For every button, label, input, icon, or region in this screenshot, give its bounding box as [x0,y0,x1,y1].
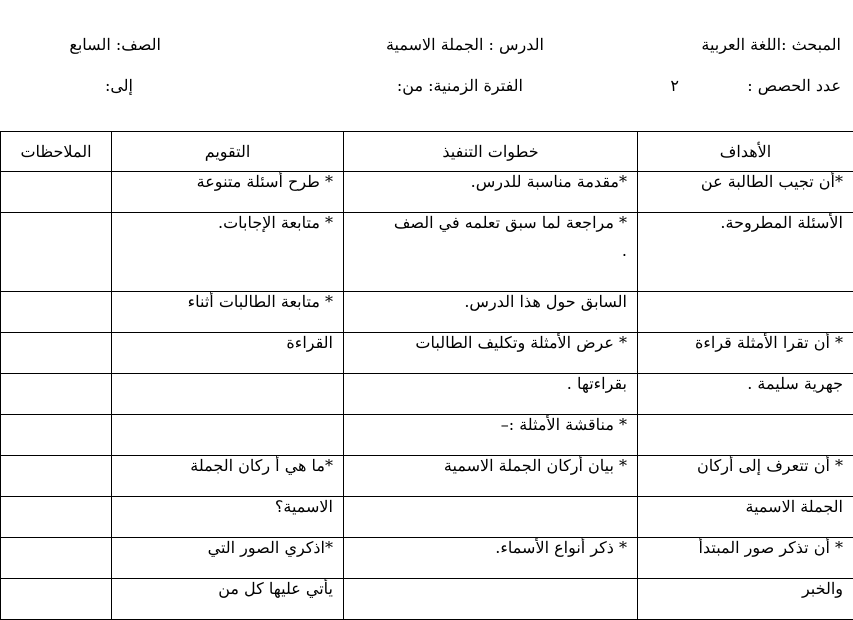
goal-cell: والخبر [638,579,853,620]
goal-cell [638,292,853,333]
step-cell: * بيان أركان الجملة الاسمية [344,456,638,497]
table-row [1,538,853,579]
table-row [1,292,853,333]
goal-cell: * أن تقرا الأمثلة قراءة [638,333,853,374]
note-cell [1,415,112,456]
periods-value: ٢ [670,76,679,96]
eval-cell: الاسمية؟ [112,497,344,538]
eval-cell: *اذكري الصور التي [112,538,344,579]
periods-label: عدد الحصص : [747,76,841,96]
table-row [1,374,853,415]
eval-cell: القراءة [112,333,344,374]
table-row [1,497,853,538]
step-cell: * مناقشة الأمثلة :– [344,415,638,456]
header-steps: خطوات التنفيذ [344,132,638,172]
table-header-row [1,132,853,172]
eval-cell: * متابعة الطالبات أثناء [112,292,344,333]
note-cell [1,538,112,579]
timeframe-label: الفترة الزمنية: من: [397,76,523,96]
eval-cell [112,374,344,415]
table-row [1,333,853,374]
lesson-label: الدرس : الجملة الاسمية [386,35,544,55]
table-row [1,213,853,292]
step-line: * مراجعة لما سبق تعلمه في الصف [354,213,627,233]
table-row [1,456,853,497]
goal-cell: جهرية سليمة . [638,374,853,415]
eval-cell: يأتي عليها كل من [112,579,344,620]
step-cell [344,213,638,292]
note-cell [1,292,112,333]
subject-label: المبحث :اللغة العربية [701,35,841,55]
header-notes: الملاحظات [1,132,112,172]
goal-cell: * أن تذكر صور المبتدأ [638,538,853,579]
step-cell: * عرض الأمثلة وتكليف الطالبات [344,333,638,374]
step-cell: بقراءتها . [344,374,638,415]
lesson-plan-table [0,131,853,620]
step-cell: *مقدمة مناسبة للدرس. [344,172,638,213]
note-cell [1,497,112,538]
table-row [1,172,853,213]
eval-cell: * متابعة الإجابات. [112,213,344,292]
goal-cell [638,415,853,456]
eval-cell: * طرح أسئلة متنوعة [112,172,344,213]
table-row [1,579,853,620]
note-cell [1,213,112,292]
step-cell [344,579,638,620]
note-cell [1,456,112,497]
step-cell: السابق حول هذا الدرس. [344,292,638,333]
note-cell [1,172,112,213]
note-cell [1,374,112,415]
header-evaluation: التقويم [112,132,344,172]
note-cell [1,333,112,374]
to-label: إلى: [105,76,133,96]
step-dot: . [354,241,627,261]
eval-cell [112,415,344,456]
note-cell [1,579,112,620]
goal-cell: * أن تتعرف إلى أركان [638,456,853,497]
step-cell [344,497,638,538]
header-goals: الأهداف [638,132,853,172]
goal-cell: الجملة الاسمية [638,497,853,538]
grade-label: الصف: السابع [69,35,161,55]
table-row [1,415,853,456]
goal-cell: *أن تجيب الطالبة عن [638,172,853,213]
goal-cell: الأسئلة المطروحة. [638,213,853,292]
step-cell: * ذكر أنواع الأسماء. [344,538,638,579]
eval-cell: *ما هي أ ركان الجملة [112,456,344,497]
